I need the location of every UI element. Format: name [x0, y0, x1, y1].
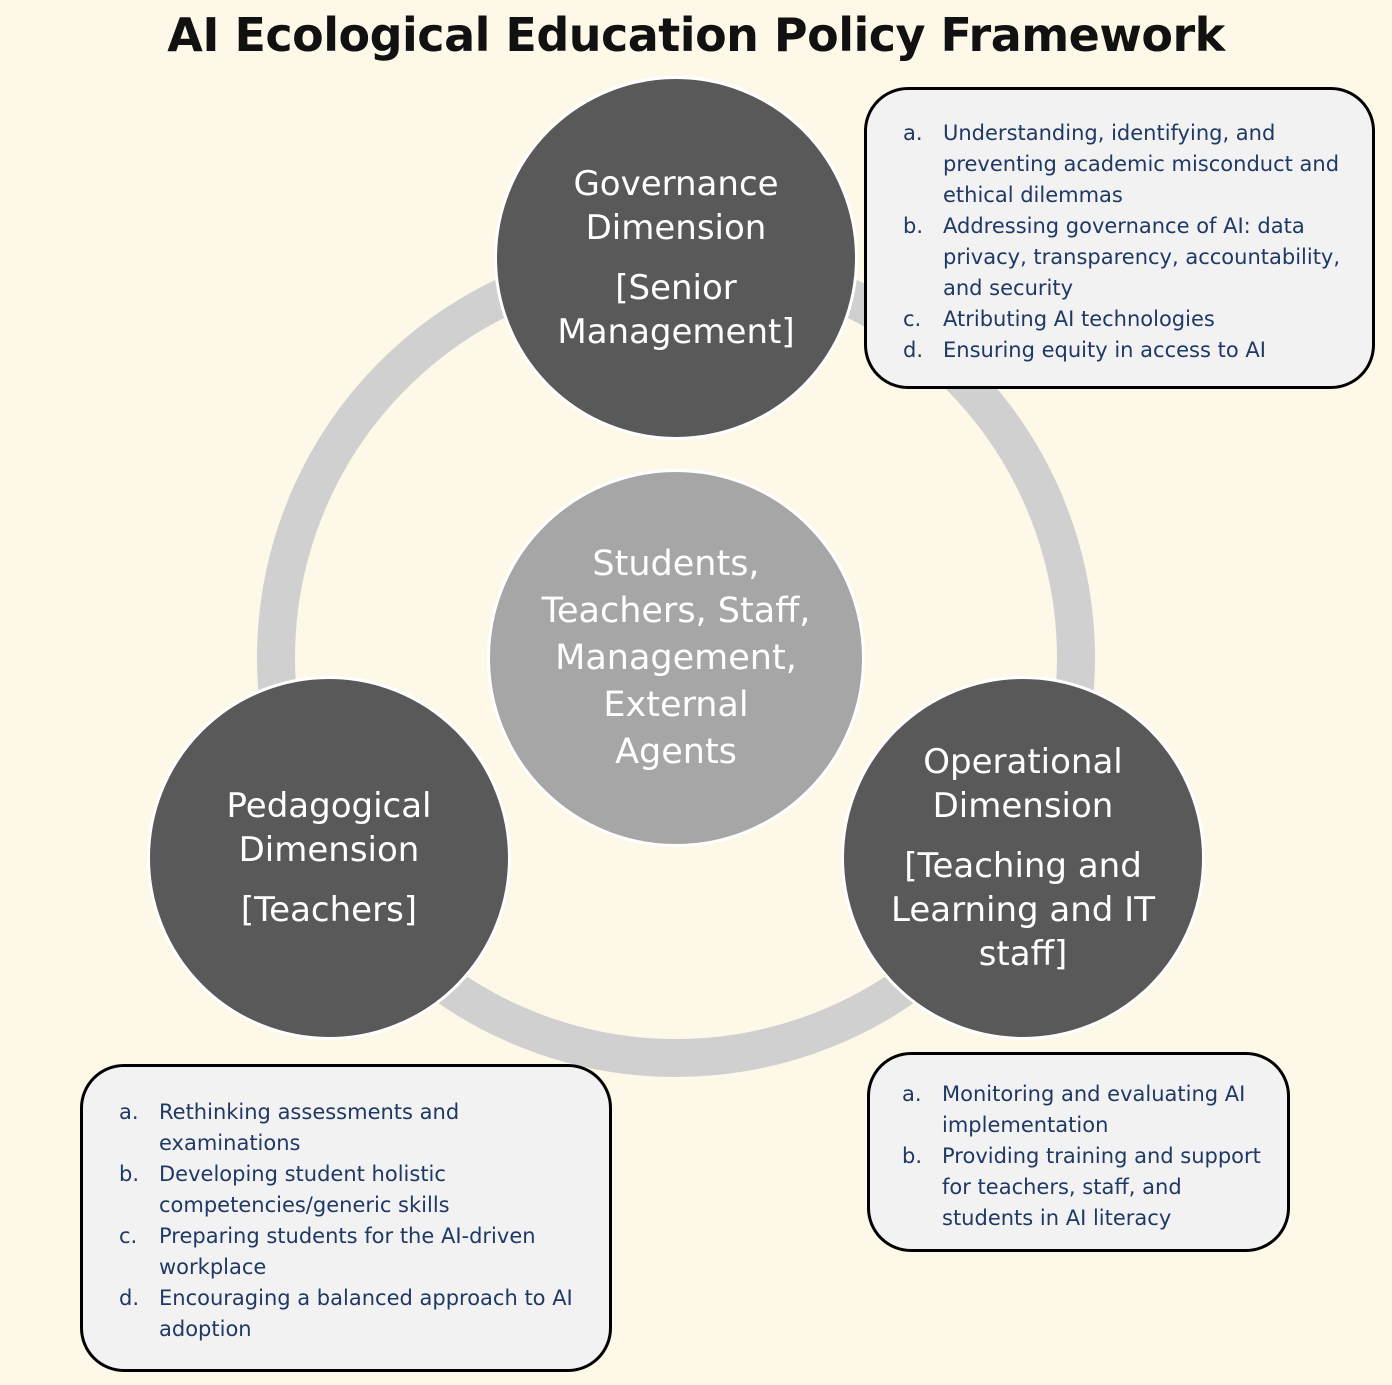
list-item: [119, 1221, 585, 1283]
governance-role: [557, 266, 794, 354]
governance-role-line-2: Management]: [557, 312, 795, 352]
operational-role-line-2: Learning and IT: [891, 890, 1155, 930]
item-text: Understanding, identifying, and preventing academic misconduct and ethical dilemmas: [943, 121, 1340, 207]
item-letter: a.: [119, 1100, 139, 1124]
pedagogical-title-line-1: Pedagogical: [226, 786, 432, 826]
pedagogical-dimension-circle: [147, 676, 511, 1040]
center-line-4: External: [603, 684, 749, 725]
operational-items-list: [902, 1079, 1267, 1234]
item-text: Addressing governance of AI: data privacy, transparency, accountability, and security: [943, 214, 1341, 300]
diagram-title: AI Ecological Education Policy Framework: [167, 8, 1225, 62]
item-text: Rethinking assessments and examinations: [159, 1100, 460, 1155]
list-item: [119, 1159, 585, 1221]
item-text: Providing training and support for teachers, staff, and students in AI literacy: [942, 1144, 1261, 1230]
item-text: Developing student holistic competencies/generic skills: [159, 1162, 450, 1217]
governance-dimension-circle: [494, 76, 858, 440]
center-line-5: Agents: [615, 731, 737, 772]
center-line-3: Management,: [555, 637, 797, 678]
operational-items-box: [867, 1052, 1290, 1252]
operational-title-line-2: Dimension: [932, 786, 1114, 826]
item-text: Preparing students for the AI-driven workplace: [159, 1224, 536, 1279]
item-letter: b.: [902, 1144, 923, 1168]
item-text: Monitoring and evaluating AI implementation: [942, 1082, 1246, 1137]
governance-role-line-1: [Senior: [615, 268, 737, 308]
item-text: Ensuring equity in access to AI: [943, 338, 1266, 362]
list-item: [903, 304, 1352, 335]
item-text: Atributing AI technologies: [943, 307, 1215, 331]
item-text: Encouraging a balanced approach to AI adoption: [159, 1286, 573, 1341]
operational-dimension-circle: [841, 676, 1205, 1040]
center-line-2: Teachers, Staff,: [541, 590, 811, 631]
operational-role: [891, 844, 1155, 976]
pedagogical-role: [241, 888, 417, 932]
list-item: [902, 1079, 1267, 1141]
item-letter: c.: [903, 307, 922, 331]
item-letter: d.: [903, 338, 924, 362]
list-item: [119, 1097, 585, 1159]
operational-dimension-title: [923, 740, 1122, 828]
item-letter: b.: [119, 1162, 140, 1186]
pedagogical-title-line-2: Dimension: [238, 830, 420, 870]
governance-title-line-1: Governance: [573, 164, 779, 204]
operational-role-line-1: [Teaching and: [904, 846, 1142, 886]
list-item: [903, 211, 1352, 304]
pedagogical-items-box: [80, 1064, 612, 1372]
governance-items-box: [864, 87, 1375, 389]
item-letter: a.: [903, 121, 923, 145]
list-item: [903, 118, 1352, 211]
item-letter: c.: [119, 1224, 138, 1248]
operational-role-line-3: staff]: [978, 934, 1068, 974]
governance-dimension-title: [573, 162, 778, 250]
list-item: [903, 335, 1352, 366]
center-stakeholders-circle: [487, 469, 865, 847]
list-item: [902, 1141, 1267, 1234]
item-letter: b.: [903, 214, 924, 238]
list-item: [119, 1283, 585, 1345]
center-line-1: Students,: [592, 543, 760, 584]
governance-items-list: [903, 118, 1352, 366]
item-letter: d.: [119, 1286, 140, 1310]
operational-title-line-1: Operational: [923, 742, 1123, 782]
pedagogical-role-line-1: [Teachers]: [240, 890, 418, 930]
governance-title-line-2: Dimension: [585, 208, 767, 248]
pedagogical-items-list: [119, 1097, 585, 1345]
item-letter: a.: [902, 1082, 922, 1106]
pedagogical-dimension-title: [226, 784, 431, 872]
